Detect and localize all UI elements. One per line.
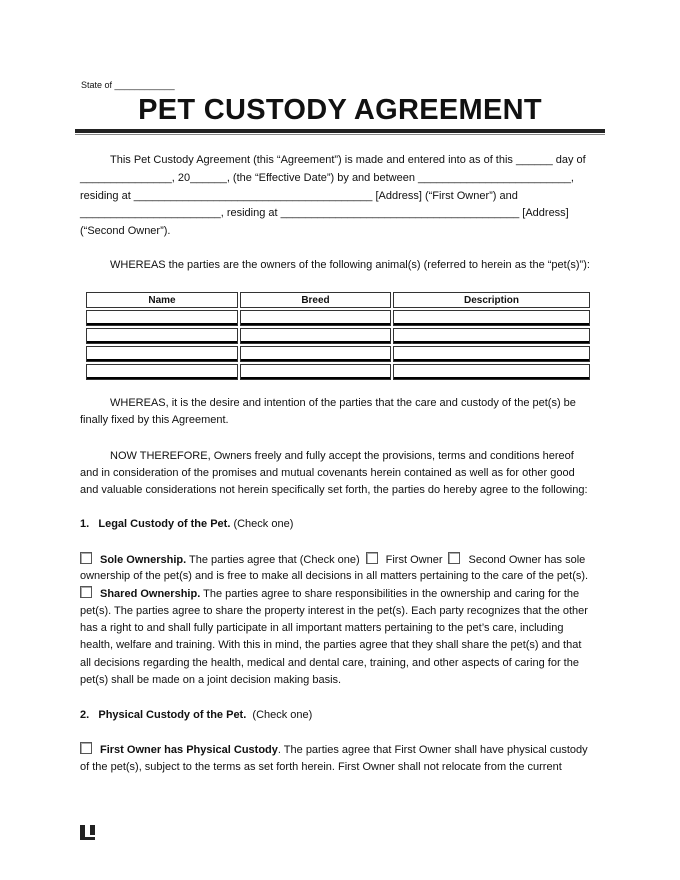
now-therefore-line: NOW THEREFORE, Owners freely and fully accept the provisions, terms and conditions hereof bbox=[110, 450, 574, 462]
description-cell[interactable] bbox=[393, 328, 590, 344]
title-divider bbox=[75, 129, 605, 133]
name-cell[interactable] bbox=[86, 310, 238, 326]
second-owner-checkbox[interactable] bbox=[448, 552, 460, 564]
breed-cell[interactable] bbox=[240, 346, 391, 362]
section-number: 2. bbox=[80, 709, 90, 721]
option-title: Shared Ownership. bbox=[100, 588, 201, 600]
sole-ownership-text: ownership of the pet(s) and is free to make all decisions in all matters pertaining to the care of the pet(s). bbox=[80, 570, 589, 582]
table-row bbox=[86, 346, 590, 362]
shared-ownership-text: pet(s) shall be made on a joint decision making basis. bbox=[80, 674, 342, 686]
col-header-name: Name bbox=[86, 292, 238, 308]
option-label: First Owner bbox=[385, 554, 443, 566]
table-row bbox=[86, 364, 590, 380]
option-text: The parties agree that (Check one) bbox=[186, 554, 360, 566]
shared-ownership-checkbox[interactable] bbox=[80, 586, 92, 598]
col-header-breed: Breed bbox=[240, 292, 391, 308]
name-cell[interactable] bbox=[86, 328, 238, 344]
option-title: First Owner has Physical Custody bbox=[100, 744, 278, 756]
description-cell[interactable] bbox=[393, 364, 590, 380]
first-owner-custody-text: of the pet(s), subject to the terms as set forth herein. First Owner shall not relocate from the current bbox=[80, 761, 562, 773]
section-1-heading bbox=[80, 517, 293, 531]
intro-line: _______________, 20______, (the “Effective Date”) by and between _________________________, bbox=[80, 172, 574, 184]
option-text: . The parties agree that First Owner shall have physical custody bbox=[277, 744, 588, 756]
option-label: Second Owner has sole bbox=[468, 554, 586, 566]
brand-logo-icon bbox=[80, 825, 95, 840]
sole-ownership-checkbox[interactable] bbox=[80, 552, 92, 564]
section-title: Legal Custody of the Pet. bbox=[98, 518, 231, 530]
state-field: State of ____________ bbox=[81, 80, 175, 90]
col-header-description: Description bbox=[393, 292, 590, 308]
section-title: Physical Custody of the Pet. bbox=[98, 709, 247, 721]
first-owner-custody-checkbox[interactable] bbox=[80, 742, 92, 754]
section-2-heading bbox=[80, 708, 312, 722]
shared-ownership-text: all decisions regarding the health, medical and dental care, training, and other aspects of caring for the bbox=[80, 657, 579, 669]
title-divider-thin bbox=[75, 134, 605, 135]
breed-cell[interactable] bbox=[240, 328, 391, 344]
shared-ownership-line bbox=[80, 586, 579, 601]
section-note: (Check one) bbox=[233, 518, 294, 530]
first-owner-custody-line bbox=[80, 742, 588, 757]
shared-ownership-text: has a right to and shall fully participate in all important matters pertaining to the pet’s care, including bbox=[80, 622, 564, 634]
option-title: Sole Ownership. bbox=[100, 554, 187, 566]
first-owner-checkbox[interactable] bbox=[366, 552, 378, 564]
breed-cell[interactable] bbox=[240, 364, 391, 380]
section-number: 1. bbox=[80, 518, 90, 530]
now-therefore-line: and in consideration of the promises and mutual covenants herein contained as well as for other good bbox=[80, 467, 575, 479]
intro-line: (“Second Owner”). bbox=[80, 225, 171, 237]
description-cell[interactable] bbox=[393, 346, 590, 362]
breed-cell[interactable] bbox=[240, 310, 391, 326]
table-row bbox=[86, 328, 590, 344]
option-text: The parties agree to share responsibilities in the ownership and caring for the bbox=[200, 588, 580, 600]
whereas-line: WHEREAS, it is the desire and intention of the parties that the care and custody of the pet(s) be bbox=[110, 397, 576, 409]
name-cell[interactable] bbox=[86, 364, 238, 380]
description-cell[interactable] bbox=[393, 310, 590, 326]
now-therefore-line: and valuable considerations not herein specifically set forth, the parties do hereby agree to the following: bbox=[80, 484, 588, 496]
document-title: PET CUSTODY AGREEMENT bbox=[138, 94, 542, 126]
sole-ownership-line bbox=[80, 552, 585, 567]
intro-line: This Pet Custody Agreement (this “Agreement”) is made and entered into as of this ______ day of bbox=[110, 154, 586, 166]
pets-table bbox=[84, 290, 592, 382]
whereas-line: finally fixed by this Agreement. bbox=[80, 414, 229, 426]
intro-line: residing at _______________________________________ [Address] (“First Owner”) and bbox=[80, 190, 518, 202]
table-row bbox=[86, 310, 590, 326]
section-note: (Check one) bbox=[252, 709, 313, 721]
shared-ownership-text: health, welfare and training. With this in mind, the parties agree that they shall share the pet(s) and that bbox=[80, 639, 582, 651]
name-cell[interactable] bbox=[86, 346, 238, 362]
whereas-pets: WHEREAS the parties are the owners of the following animal(s) (referred to herein as the “pet(s)”): bbox=[110, 259, 590, 271]
shared-ownership-text: pet(s). The parties agree to share the property interest in the pet(s). Each party recognizes that the other bbox=[80, 605, 588, 617]
intro-line: _______________________, residing at _______________________________________ [Address] bbox=[80, 207, 569, 219]
